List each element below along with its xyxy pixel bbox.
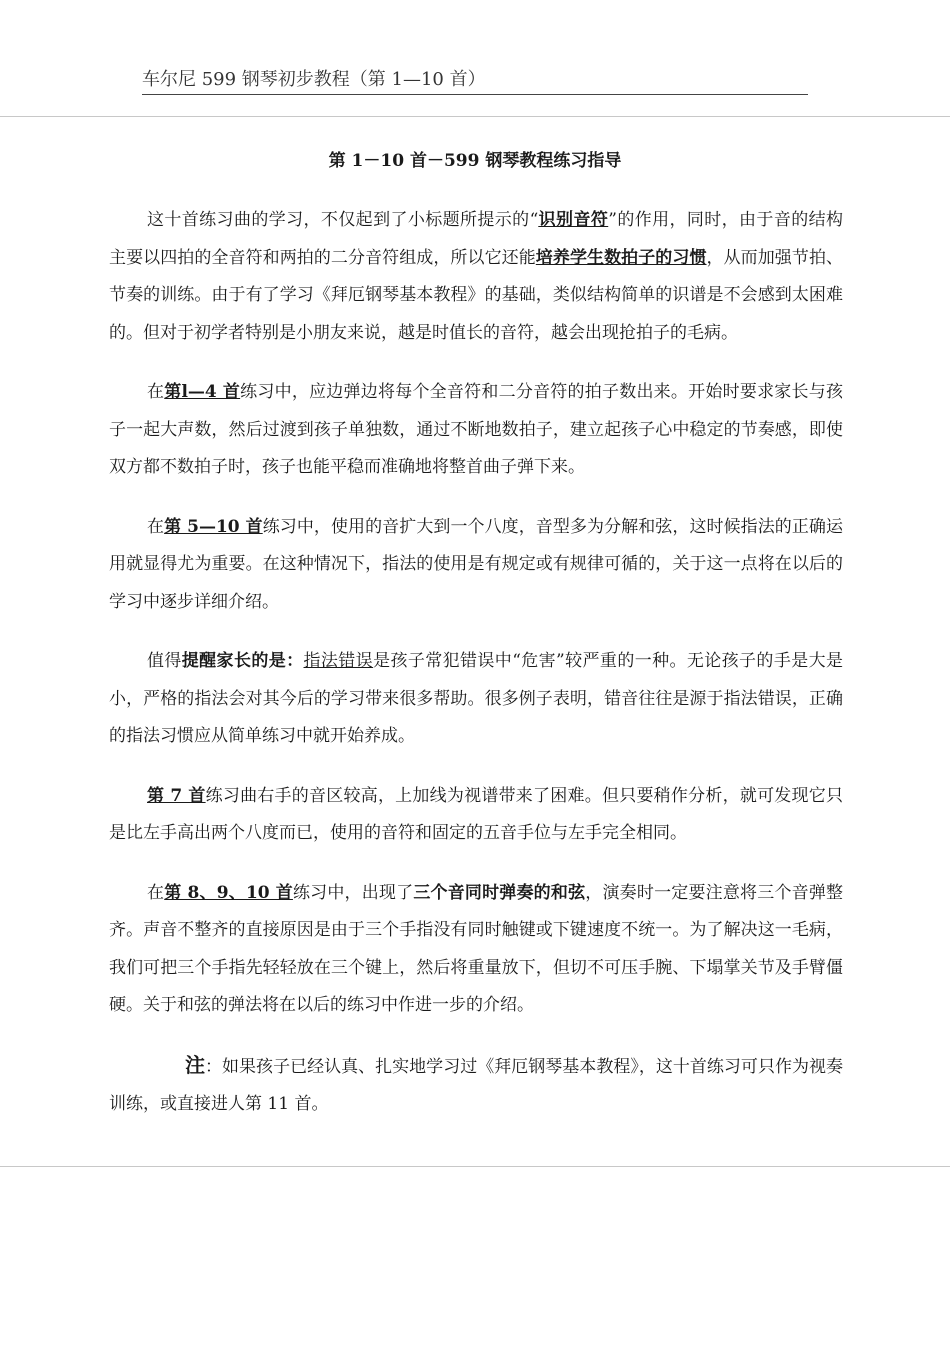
- top-divider: [0, 116, 950, 117]
- text-span: 练习中，使用的音扩大到一个八度，音型多为分解和弦，这时候指法的正确运用就显得尤为重要。在这种情况下，指法的使用是有规定或有规律可循的，关于这一点将在以后的学习中逐步详细介绍。: [109, 516, 844, 612]
- emphasis-recognize-notes: 识别音符: [538, 210, 609, 230]
- note-label: 注: [185, 1052, 206, 1077]
- document-body: [109, 202, 843, 1146]
- paragraph-2: [109, 374, 843, 487]
- header-title: 车尔尼 599 钢琴初步教程（第 1—10 首）: [142, 69, 486, 90]
- text-span: 练习中，出现了: [292, 882, 414, 903]
- page-title: 第 1－10 首－599 钢琴教程练习指导: [328, 151, 622, 171]
- text-span: 练习中，应边弹边将每个全音符和二分音符的拍子数出来。开始时要求家长与孩子一起大声数，然后过渡到孩子单独数，通过不断地数拍子，建立起孩子心中稳定的节奏感，即使双方都不数拍子时，孩子也能平稳而准确地将整首曲子弹下来。: [109, 382, 843, 477]
- text-span: 是孩子常犯错误中“危害”较严重的一种。无论孩子的手是大是小，严格的指法会对其今后的学习带来很多帮助。很多例子表明，错音往往是源于指法错误，正确的指法习惯应从简单练习中就开始养成。: [109, 651, 843, 746]
- emphasis-pieces-8-9-10: 第 8、9、10 首: [164, 882, 293, 903]
- text-span: 在: [147, 382, 165, 402]
- emphasis-fingering-error: 指法错误: [303, 651, 374, 671]
- text-span: 这十首练习曲的学习，不仅起到了小标题所提示的“: [147, 210, 539, 230]
- bottom-divider: [0, 1166, 950, 1167]
- emphasis-remind-parents: 提醒家长的是：: [181, 651, 304, 671]
- emphasis-pieces-5-10: 第 5—10 首: [164, 516, 263, 537]
- paragraph-3: [109, 509, 843, 622]
- text-span: 在: [147, 882, 165, 903]
- text-span: ，演奏时一定要注意将三个音弹整齐。声音不整齐的直接原因是由于三个手指没有同时触键或下键速度不统一。为了解决这一毛病，我们可把三个手指先轻轻放在三个键上，然后将重量放下，但切不可压手腕、下塌掌关节及手臂僵硬。关于和弦的弹法将在以后的练习中作进一步的介绍。: [109, 882, 844, 1015]
- emphasis-three-note-chord: 三个音同时弹奏的和弦: [413, 882, 586, 903]
- paragraph-5: [109, 778, 843, 853]
- paragraph-1: [109, 202, 843, 352]
- text-span: 在: [147, 516, 165, 537]
- emphasis-pieces-1-4: 第l—4 首: [164, 382, 241, 402]
- paragraph-4: [109, 643, 843, 756]
- paragraph-note: [109, 1047, 843, 1124]
- emphasis-counting-habit: 培养学生数拍子的习惯: [535, 247, 707, 268]
- emphasis-piece-7: 第 7 首: [147, 785, 206, 806]
- paragraph-6: [109, 875, 843, 1025]
- text-span: ：如果孩子已经认真、扎实地学习过《拜厄钢琴基本教程》，这十首练习可只作为视奏训练，或直接进人第 11 首。: [109, 1056, 844, 1114]
- text-span: 练习曲右手的音区较高，上加线为视谱带来了困难。但只要稍作分析，就可发现它只是比左手高出两个八度而已，使用的音符和固定的五音手位与左手完全相同。: [109, 785, 844, 843]
- text-span: ，从而加强节拍、节奏的训练。由于有了学习《拜厄钢琴基本教程》的基础，类似结构简单的识谱是不会感到太困难的。但对于初学者特别是小朋友来说，越是时值长的音符，越会出现抢拍子的毛病。: [109, 247, 844, 343]
- page-header: [142, 66, 808, 95]
- text-span: 值得: [147, 651, 182, 671]
- text-span: ”的作用，同时，由于音的结构主要以四拍的全音符和两拍的二分音符组成，所以它还能: [109, 210, 843, 268]
